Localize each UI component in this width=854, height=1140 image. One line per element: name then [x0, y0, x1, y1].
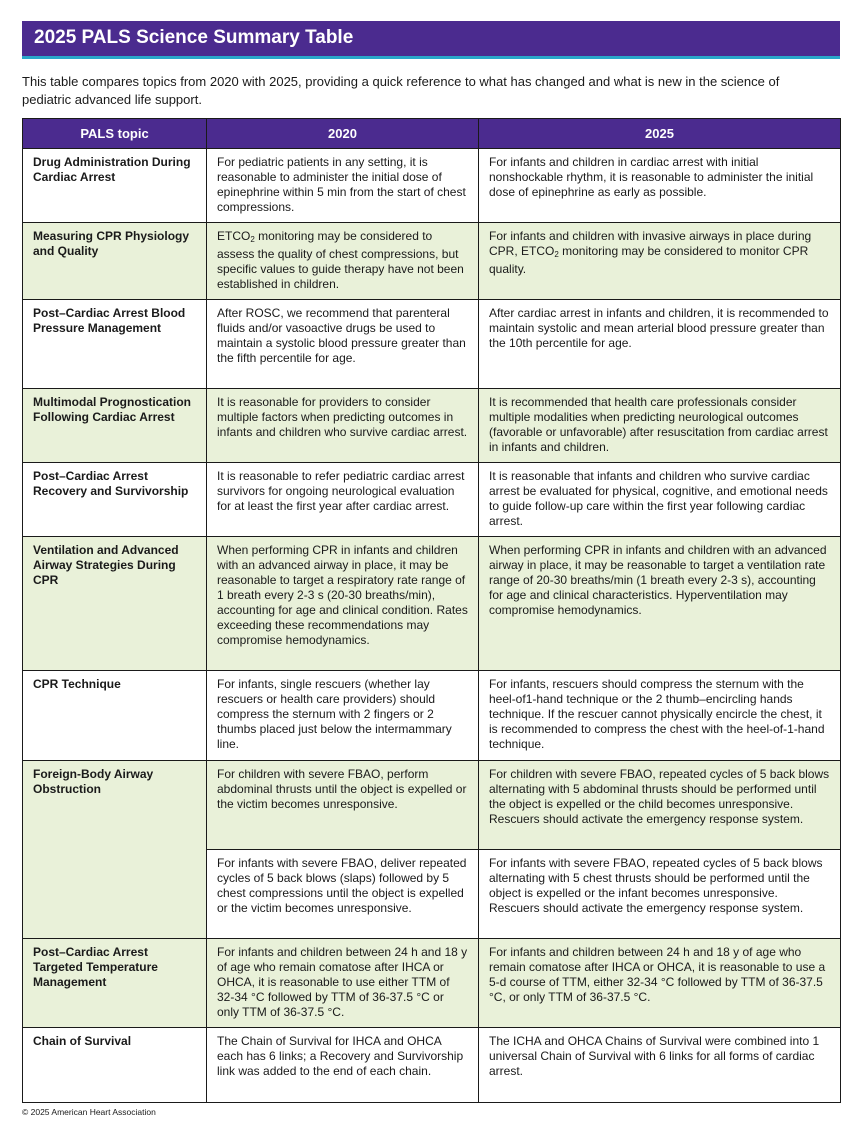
- column-header-2025: 2025: [479, 119, 841, 149]
- cell-2025: It is recommended that health care professionals consider multiple modalities when predicting neurological outcomes (favorable or unfavorable) after resuscitation from cardiac arrest in infants and children.: [479, 389, 841, 463]
- cell-text: ETCO: [217, 229, 251, 243]
- column-header-2020: 2020: [207, 119, 479, 149]
- cell-2020: It is reasonable to refer pediatric cardiac arrest survivors for ongoing neurological evaluation for at least the first year after cardiac arrest.: [207, 463, 479, 537]
- cell-text: monitoring may be considered to assess the quality of chest compressions, but specific values to guide therapy have not been established in children.: [217, 229, 464, 291]
- cell-2025: The ICHA and OHCA Chains of Survival were combined into 1 universal Chain of Survival with 6 links for all forms of cardiac arrest.: [479, 1028, 841, 1103]
- cell-2020: For infants and children between 24 h and 18 y of age who remain comatose after IHCA or OHCA, it is reasonable to use either TTM of 32-34 °C followed by TTM of 36-37.5 °C or only TTM of 36-37.5 °C.: [207, 939, 479, 1028]
- cell-2025: For infants and children in cardiac arrest with initial nonshockable rhythm, it is reasonable to administer the initial dose of epinephrine as early as possible.: [479, 149, 841, 223]
- cell-2020: For infants, single rescuers (whether lay rescuers or health care providers) should compress the sternum with 2 fingers or 2 thumbs placed just below the intermammary line.: [207, 671, 479, 761]
- cell-2025: [479, 223, 841, 300]
- cell-2020: [207, 223, 479, 300]
- cell-text: For infants and children with invasive airways in place during CPR, ETCO: [489, 229, 812, 258]
- intro-text: This table compares topics from 2020 with 2025, providing a quick reference to what has changed and what is new in the science of pediatric advanced life support.: [22, 74, 780, 107]
- cell-2025: It is reasonable that infants and children who survive cardiac arrest be evaluated for physical, cognitive, and emotional needs to guide follow-up care within the first year following cardiac arrest.: [479, 463, 841, 537]
- page-title: 2025 PALS Science Summary Table: [34, 27, 354, 48]
- cell-2025: After cardiac arrest in infants and children, it is recommended to maintain systolic and mean arterial blood pressure greater than the 10th percentile for age.: [479, 300, 841, 389]
- cell-2020: After ROSC, we recommend that parenteral fluids and/or vasoactive drugs be used to maintain a systolic blood pressure greater than the fifth percentile for age.: [207, 300, 479, 389]
- table-header-row: [23, 119, 841, 149]
- topic-cell: Post–Cardiac Arrest Targeted Temperature Management: [23, 939, 207, 1028]
- cell-2025: When performing CPR in infants and children with an advanced airway in place, it may be reasonable to target a ventilation rate range of 20-30 breaths/min (1 breath every 2-3 s), accounting for age and clinical characteristics. Hyperventilation may compromise hemodynamics.: [479, 537, 841, 671]
- topic-cell: Post–Cardiac Arrest Recovery and Survivorship: [23, 463, 207, 537]
- topic-cell: Drug Administration During Cardiac Arrest: [23, 149, 207, 223]
- table-row: [23, 939, 841, 1028]
- cell-2025: For infants, rescuers should compress the sternum with the heel-of1-hand technique or the 2 thumb–encircling hands technique. If the rescuer cannot physically encircle the chest, it is recommended to compress the chest with the heel-of-1-hand technique.: [479, 671, 841, 761]
- table-row: [23, 761, 841, 850]
- table-row: [23, 300, 841, 389]
- copyright-footer: © 2025 American Heart Association: [22, 1107, 156, 1117]
- table-row: [23, 537, 841, 671]
- cell-2025: For infants and children between 24 h and 18 y of age who remain comatose after IHCA or OHCA, it is reasonable to use a 5-d course of TTM, either 32-34 °C followed by TTM of 36-37.5 °C, or only TTM of 36-37.5 °C.: [479, 939, 841, 1028]
- topic-cell: Foreign-Body Airway Obstruction: [23, 761, 207, 939]
- cell-2020: For children with severe FBAO, perform abdominal thrusts until the object is expelled or the victim becomes unresponsive.: [207, 761, 479, 850]
- table-row: [23, 671, 841, 761]
- cell-2020: When performing CPR in infants and children with an advanced airway in place, it may be reasonable to target a respiratory rate range of 1 breath every 2-3 s (20-30 breaths/min), accounting for age and clinical condition. Rates exceeding these recommendations may compromise hemodynamics.: [207, 537, 479, 671]
- cell-2020: For infants with severe FBAO, deliver repeated cycles of 5 back blows (slaps) followed by 5 chest compressions until the object is expelled or the victim becomes unresponsive.: [207, 850, 479, 939]
- table-row: [23, 223, 841, 300]
- subscript: 2: [554, 250, 559, 259]
- table-row: [23, 463, 841, 537]
- subscript: 2: [250, 235, 255, 244]
- topic-cell: Measuring CPR Physiology and Quality: [23, 223, 207, 300]
- cell-2020: The Chain of Survival for IHCA and OHCA each has 6 links; a Recovery and Survivorship link was added to the end of each chain.: [207, 1028, 479, 1103]
- topic-cell: Ventilation and Advanced Airway Strategies During CPR: [23, 537, 207, 671]
- column-header-topic: PALS topic: [23, 119, 207, 149]
- topic-cell: CPR Technique: [23, 671, 207, 761]
- table-row: [23, 389, 841, 463]
- topic-cell: Multimodal Prognostication Following Cardiac Arrest: [23, 389, 207, 463]
- topic-cell: Post–Cardiac Arrest Blood Pressure Management: [23, 300, 207, 389]
- summary-table: [22, 118, 841, 1103]
- cell-2020: For pediatric patients in any setting, it is reasonable to administer the initial dose of epinephrine within 5 min from the start of chest compressions.: [207, 149, 479, 223]
- table-row: [23, 149, 841, 223]
- title-banner: [22, 21, 840, 59]
- topic-cell: Chain of Survival: [23, 1028, 207, 1103]
- cell-2020: It is reasonable for providers to consider multiple factors when predicting outcomes in infants and children who survive cardiac arrest.: [207, 389, 479, 463]
- cell-2025: For infants with severe FBAO, repeated cycles of 5 back blows alternating with 5 chest thrusts should be performed until the object is expelled or the infant becomes unresponsive. Rescuers should activate the emergency response system.: [479, 850, 841, 939]
- table-row: [23, 1028, 841, 1103]
- cell-2025: For children with severe FBAO, repeated cycles of 5 back blows alternating with 5 abdominal thrusts should be performed until the object is expelled or the child becomes unresponsive. Rescuers should activate the emergency response system.: [479, 761, 841, 850]
- cell-text: monitoring may be considered to monitor CPR quality.: [489, 244, 809, 276]
